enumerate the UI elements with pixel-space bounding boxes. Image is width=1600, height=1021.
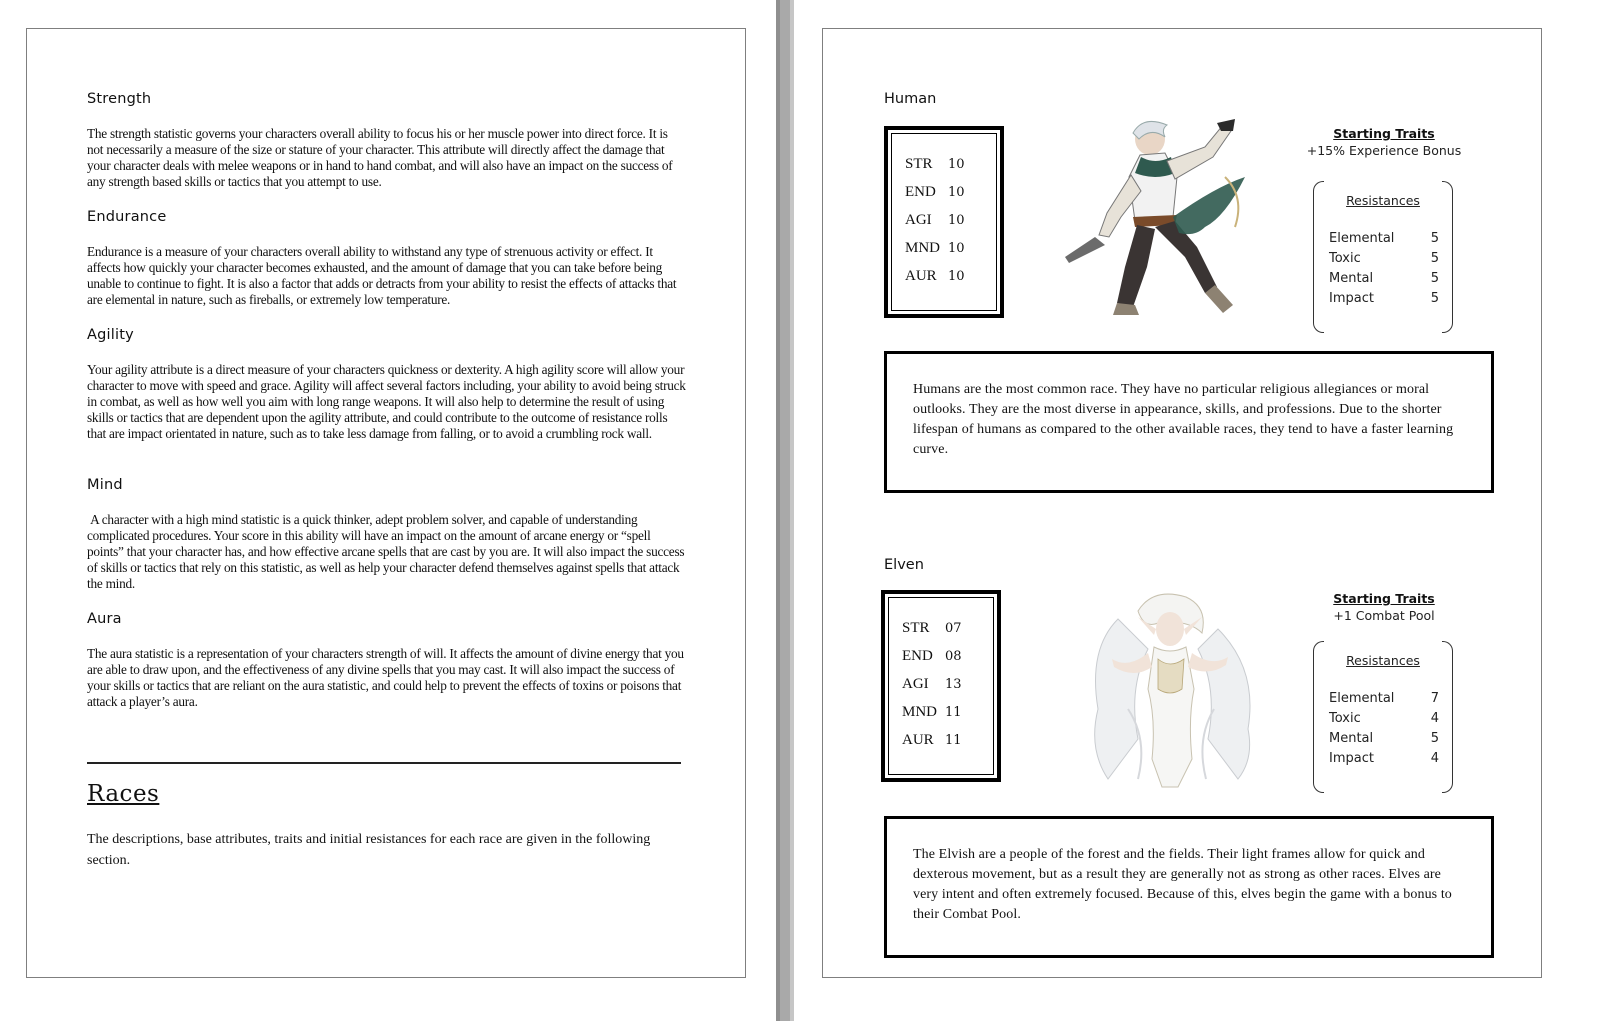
stat-row: MND 11	[902, 704, 962, 720]
section-rule	[87, 762, 681, 764]
resistance-row: Impact 5	[1329, 291, 1439, 306]
race-name-human: Human	[884, 91, 937, 107]
stat-row: STR 10	[905, 156, 965, 172]
traits-human	[1304, 126, 1464, 158]
description-box-human	[884, 351, 1494, 493]
agility-heading: Agility	[87, 327, 134, 343]
resistance-row: Mental 5	[1329, 731, 1439, 746]
stat-row: END 08	[902, 648, 962, 664]
resistance-row: Elemental 7	[1329, 691, 1439, 706]
races-title: Races	[87, 781, 160, 807]
resistance-row: Impact 4	[1329, 751, 1439, 766]
resistances-box-human	[1313, 181, 1453, 331]
stat-box-elven	[881, 590, 1001, 782]
resistance-row: Toxic 5	[1329, 251, 1439, 266]
stat-row: AGI 10	[905, 212, 965, 228]
starting-traits-value: +1 Combat Pool	[1333, 608, 1435, 623]
stat-row: AUR 11	[902, 732, 962, 748]
strength-text: The strength statistic governs your characters overall ability to focus his or her muscle power into direct force. It is not necessarily a measure of the size or stature of your character. This attribute will directly affect the damage that your character deals with melee weapons or in hand to hand combat, and will also have an impact on the success of any strength based skills or tactics that you attempt to use.	[87, 126, 673, 189]
human-description: Humans are the most common race. They have no particular religious allegiances or moral outlooks. They are the most diverse in appearance, skills, and professions. Due to the shorter lifespan of humans as compared to the other available races, they tend to have a faster learning curve.	[913, 382, 1454, 457]
description-box-elven	[884, 816, 1494, 958]
page-gap	[776, 0, 794, 1021]
starting-traits-title: Starting Traits	[1333, 591, 1435, 606]
resistance-row: Elemental 5	[1329, 231, 1439, 246]
elven-portrait-image	[1068, 589, 1278, 789]
stat-row: END 10	[905, 184, 965, 200]
resistances-title: Resistances	[1346, 653, 1420, 668]
human-portrait-image	[1055, 117, 1275, 317]
resistance-row: Toxic 4	[1329, 711, 1439, 726]
race-name-elven: Elven	[884, 557, 924, 573]
starting-traits-value: +15% Experience Bonus	[1306, 143, 1462, 158]
strength-heading: Strength	[87, 91, 152, 107]
resistances-title: Resistances	[1346, 193, 1420, 208]
stat-box-human	[884, 126, 1004, 318]
right-page	[822, 28, 1542, 978]
left-page	[26, 28, 746, 978]
endurance-heading: Endurance	[87, 209, 167, 225]
resistance-row: Mental 5	[1329, 271, 1439, 286]
mind-heading: Mind	[87, 477, 123, 493]
aura-heading: Aura	[87, 611, 122, 627]
elven-description: The Elvish are a people of the forest and the fields. Their light frames allow for quick and dexterous movement, but as a result they are generally not as strong as other races. Elves are very intent and often extremely focused. Because of this, elves begin the game with a bonus to their Combat Pool.	[913, 847, 1452, 922]
stat-row: AUR 10	[905, 268, 965, 284]
agility-text: Your agility attribute is a direct measure of your characters quickness or dexterity. A high agility score will allow your character to move with speed and grace. Agility will affect several factors including, your ability to avoid being struck in combat, as well as how well you aim with long range weapons. It will also help to determine the result of using skills or tactics that are dependent upon the agility attribute, and could contribute to the outcome of resistance rolls that are impact orientated in nature, such as to take less damage from falling, or to avoid a crumbling rock wall.	[87, 362, 686, 441]
aura-text: The aura statistic is a representation of your characters strength of will. It affects the amount of divine energy that you are able to draw upon, and the effectiveness of any divine spells that you may cast. It will also impact the success of your skills or tactics that are reliant on the aura statistic, and could help to prevent the effects of toxins or poisons that attack a player’s aura.	[87, 646, 684, 709]
traits-elven	[1304, 591, 1464, 623]
stat-row: STR 07	[902, 620, 962, 636]
races-intro: The descriptions, base attributes, traits and initial resistances for each race are given in the following section.	[87, 832, 651, 868]
resistances-box-elven	[1313, 641, 1453, 791]
stat-row: AGI 13	[902, 676, 962, 692]
starting-traits-title: Starting Traits	[1333, 126, 1435, 141]
endurance-text: Endurance is a measure of your characters overall ability to withstand any type of strenuous activity or effect. It affects how quickly your character becomes exhausted, and the amount of damage that you can take before being unable to continue to fight. It is also a factor that adds or detracts from your ability to resist the effects of attacks that are elemental in nature, such as fireballs, or extremely low temperature.	[87, 244, 677, 307]
stat-row: MND 10	[905, 240, 965, 256]
mind-text: A character with a high mind statistic is a quick thinker, adept problem solver, and capable of understanding complicated procedures. Your score in this ability will have an impact on the amount of arcane energy or “spell points” that your character has, and how effective arcane spells that are cast by you are. It will also impact the success of skills or tactics that rely on this statistic, as well as help your character defend themselves against spells that attack the mind.	[87, 512, 688, 591]
